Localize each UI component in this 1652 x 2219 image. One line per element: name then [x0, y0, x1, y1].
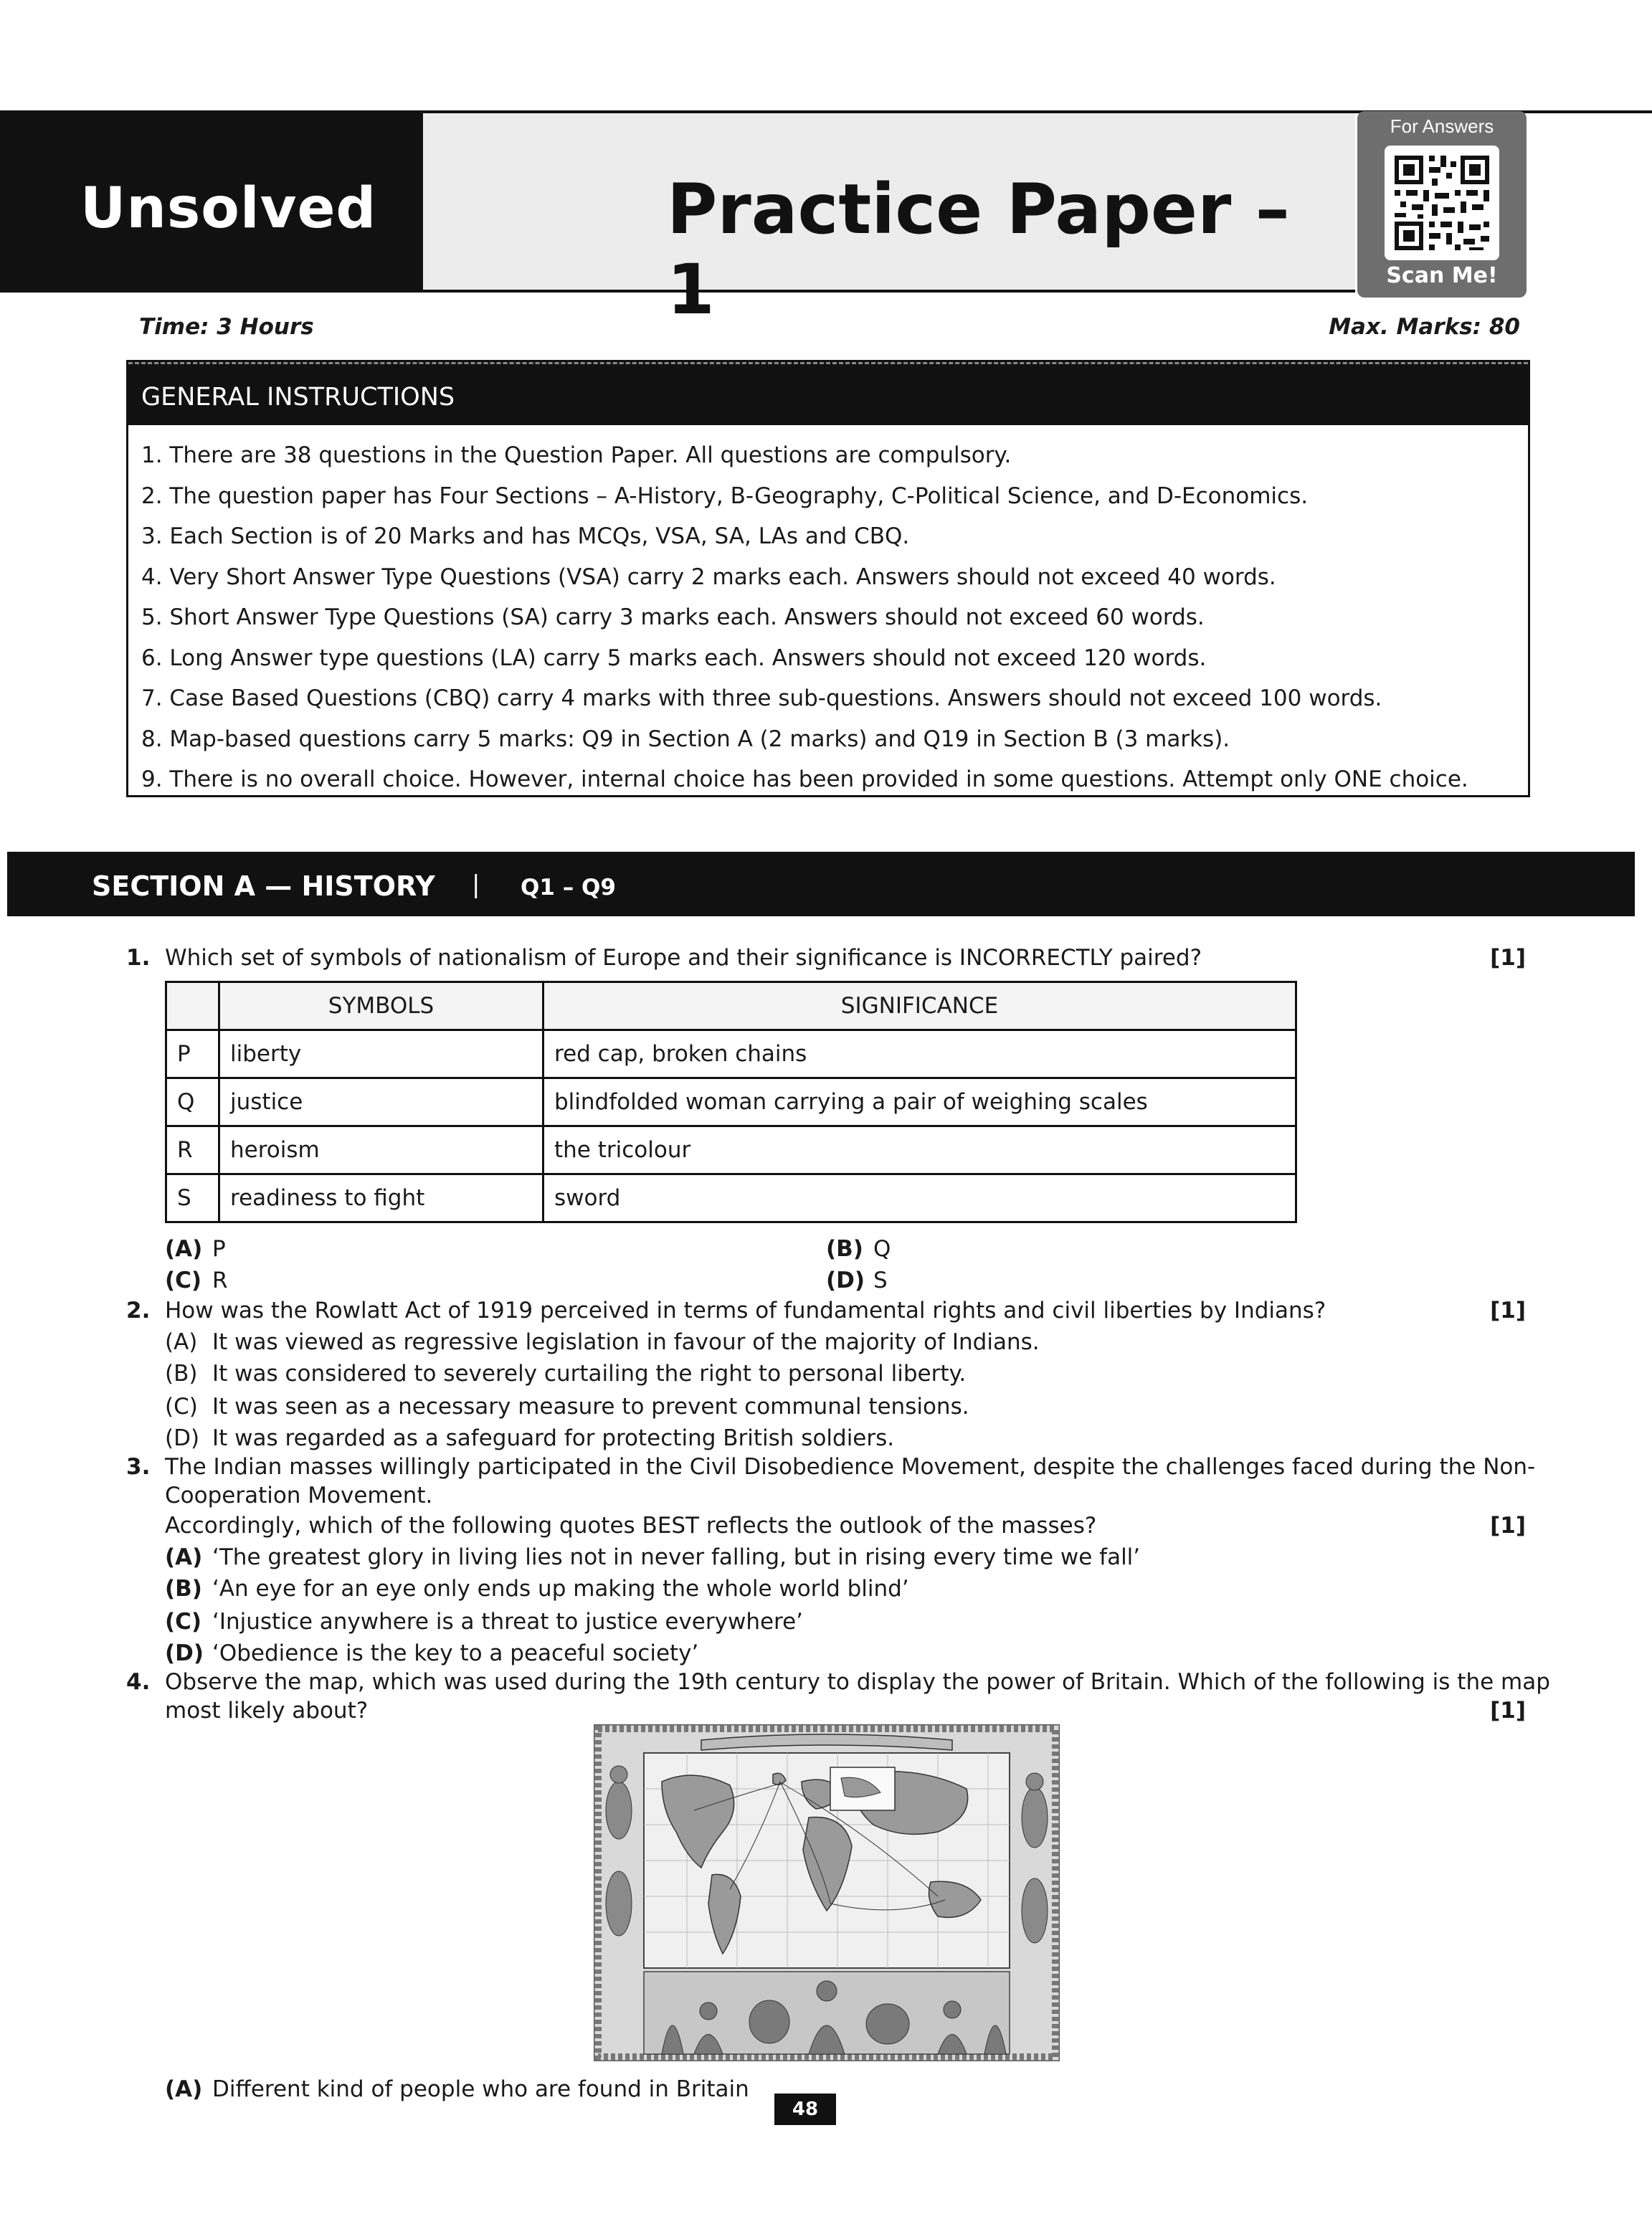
time-label: Time: 3 Hours — [139, 314, 314, 340]
instruction-item: 5. Short Answer Type Questions (SA) carry 3 marks each. Answers should not exceed 60 words. — [141, 604, 1205, 630]
qr-code-icon[interactable] — [1385, 146, 1499, 260]
table-cell: blindfolded woman carrying a pair of weighing scales — [543, 1078, 1296, 1126]
table-header-cell — [166, 982, 219, 1030]
option-label: (C) — [165, 1394, 198, 1420]
instruction-item: 8. Map-based questions carry 5 marks: Q9 in Section A (2 marks) and Q19 in Section B (3 marks). — [141, 726, 1230, 752]
qr-bottom-label: Scan Me! — [1386, 263, 1498, 288]
question-number: 3. — [126, 1454, 151, 1480]
option-text: P — [212, 1236, 226, 1262]
instruction-item: 7. Case Based Questions (CBQ) carry 4 marks with three sub-questions. Answers should not exceed 100 words. — [141, 685, 1382, 711]
answer-option[interactable] — [165, 1576, 909, 1602]
answer-option[interactable] — [165, 1329, 1040, 1355]
question-number: 2. — [126, 1298, 151, 1324]
instructions-list — [128, 425, 1528, 800]
table-header-cell: SIGNIFICANCE — [543, 982, 1296, 1030]
answer-option[interactable] — [826, 1268, 888, 1293]
answer-option[interactable] — [165, 1394, 969, 1420]
imperial-federation-map-image — [594, 1724, 1060, 2061]
table-cell: heroism — [219, 1126, 543, 1174]
table-cell: justice — [219, 1078, 543, 1126]
option-label: (C) — [165, 1268, 202, 1293]
question-text: Accordingly, which of the following quotes BEST reflects the outlook of the masses? — [165, 1513, 1097, 1539]
qr-code-panel[interactable] — [1357, 111, 1527, 298]
instructions-heading: GENERAL INSTRUCTIONS — [128, 362, 1528, 425]
question-text: How was the Rowlatt Act of 1919 perceived in terms of fundamental rights and civil liberties by Indians? — [165, 1298, 1326, 1324]
section-a-header — [7, 852, 1635, 916]
table-cell: the tricolour — [543, 1126, 1296, 1174]
question-marks: [1] — [1490, 1298, 1526, 1324]
section-title: SECTION A — HISTORY — [92, 870, 435, 902]
option-text: ‘Injustice anywhere is a threat to justice everywhere’ — [212, 1609, 804, 1635]
general-instructions — [126, 360, 1530, 797]
header-title-block — [423, 113, 1355, 330]
instruction-item: 9. There is no overall choice. However, internal choice has been provided in some questions. Attempt only ONE choice. — [141, 766, 1468, 792]
symbols-table — [165, 981, 1297, 1223]
header-label-block — [0, 113, 423, 293]
answer-option[interactable] — [165, 1268, 228, 1293]
question-number: 1. — [126, 945, 151, 971]
question-text: The Indian masses willingly participated in the Civil Disobedience Movement, despite the challenges faced during the Non- — [165, 1454, 1536, 1480]
question-number: 4. — [126, 1669, 151, 1695]
instruction-item: 1. There are 38 questions in the Question Paper. All questions are compulsory. — [141, 442, 1012, 468]
answer-option[interactable] — [165, 2076, 749, 2102]
page-number: 48 — [774, 2094, 836, 2125]
instruction-item: 4. Very Short Answer Type Questions (VSA) carry 2 marks each. Answers should not exceed 40 words. — [141, 564, 1276, 590]
max-marks-label: Max. Marks: 80 — [1329, 314, 1520, 340]
header-label: Unsolved — [80, 176, 377, 241]
option-label: (A) — [165, 2076, 203, 2102]
answer-option[interactable] — [165, 1640, 698, 1666]
table-cell: liberty — [219, 1030, 543, 1078]
answer-option[interactable] — [165, 1544, 1140, 1570]
answer-option[interactable] — [165, 1425, 894, 1451]
question-text: Cooperation Movement. — [165, 1483, 433, 1508]
option-text: It was considered to severely curtailing the right to personal liberty. — [212, 1361, 967, 1387]
option-label: (A) — [165, 1329, 198, 1355]
option-text: ‘An eye for an eye only ends up making the whole world blind’ — [212, 1576, 909, 1602]
table-header-cell: SYMBOLS — [219, 982, 543, 1030]
option-label: (A) — [165, 1544, 203, 1570]
option-label: (B) — [826, 1236, 863, 1262]
option-text: S — [873, 1268, 888, 1293]
option-text: ‘The greatest glory in living lies not in never falling, but in rising every time we fall’ — [212, 1544, 1141, 1570]
table-cell: readiness to fight — [219, 1174, 543, 1222]
option-text: It was viewed as regressive legislation in favour of the majority of Indians. — [212, 1329, 1040, 1355]
option-label: (A) — [165, 1236, 203, 1262]
page-title: Practice Paper – 1 — [667, 169, 1290, 330]
option-label: (D) — [165, 1640, 204, 1666]
answer-option[interactable] — [165, 1236, 226, 1262]
qr-top-label: For Answers — [1390, 115, 1494, 137]
section-separator: | — [472, 870, 480, 899]
table-row — [166, 1174, 1296, 1222]
option-label: (D) — [165, 1425, 200, 1451]
option-text: Different kind of people who are found in Britain — [212, 2076, 749, 2102]
question-marks: [1] — [1490, 1513, 1526, 1539]
option-label: (B) — [165, 1361, 198, 1387]
table-cell: red cap, broken chains — [543, 1030, 1296, 1078]
table-cell: Q — [166, 1078, 219, 1126]
answer-option[interactable] — [165, 1361, 966, 1387]
answer-option[interactable] — [826, 1236, 891, 1262]
instruction-item: 3. Each Section is of 20 Marks and has MCQs, VSA, SA, LAs and CBQ. — [141, 523, 910, 549]
table-cell: sword — [543, 1174, 1296, 1222]
table-header-row — [166, 982, 1296, 1030]
table-row — [166, 1030, 1296, 1078]
option-label: (C) — [165, 1609, 202, 1635]
answer-option[interactable] — [165, 1609, 803, 1635]
table-cell: P — [166, 1030, 219, 1078]
option-text: Q — [873, 1236, 891, 1262]
question-text: Observe the map, which was used during the 19th century to display the power of Britain. Which of the following is the map — [165, 1669, 1550, 1695]
instruction-item: 6. Long Answer type questions (LA) carry 5 marks each. Answers should not exceed 120 words. — [141, 645, 1207, 671]
question-text: Which set of symbols of nationalism of Europe and their significance is INCORRECTLY paired? — [165, 945, 1202, 971]
instruction-item: 2. The question paper has Four Sections – A-History, B-Geography, C-Political Science, and D-Economics. — [141, 483, 1309, 509]
table-row — [166, 1078, 1296, 1126]
question-marks: [1] — [1490, 945, 1526, 971]
table-row — [166, 1126, 1296, 1174]
table-cell: R — [166, 1126, 219, 1174]
option-text: It was regarded as a safeguard for protecting British soldiers. — [212, 1425, 895, 1451]
option-text: ‘Obedience is the key to a peaceful society’ — [212, 1640, 699, 1666]
table-cell: S — [166, 1174, 219, 1222]
option-label: (B) — [165, 1576, 202, 1602]
option-text: R — [212, 1268, 228, 1293]
question-marks: [1] — [1490, 1698, 1526, 1724]
section-question-range: Q1 – Q9 — [521, 875, 616, 901]
option-text: It was seen as a necessary measure to prevent communal tensions. — [212, 1394, 969, 1420]
question-text: most likely about? — [165, 1698, 369, 1724]
option-label: (D) — [826, 1268, 865, 1293]
